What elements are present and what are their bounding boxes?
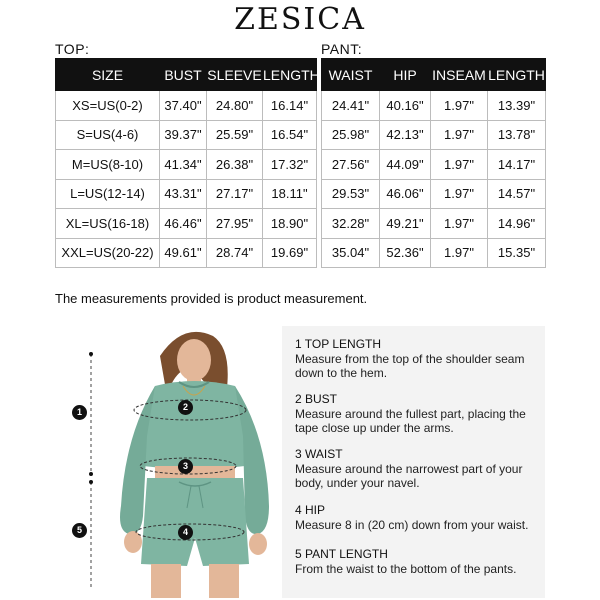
pant-table-cell: 42.13": [380, 120, 431, 150]
top-table-cell: XXL=US(20-22): [56, 238, 160, 268]
guide-item-pant-length: [295, 547, 540, 576]
pant-table-header: [322, 59, 546, 91]
pant-size-table: [321, 58, 546, 268]
top-section-label: TOP:: [55, 41, 90, 57]
top-table-header: [56, 59, 317, 91]
pant-table-cell: 13.39": [488, 91, 546, 121]
pant-table-cell: 14.17": [488, 150, 546, 180]
guide-item-hip: [295, 503, 540, 532]
top-table-cell: 41.34": [160, 150, 207, 180]
top-table-cell: M=US(8-10): [56, 150, 160, 180]
top-table-cell: 24.80": [207, 91, 263, 121]
top-table-row: [56, 179, 317, 209]
measurement-guide-box: [282, 326, 545, 598]
guide-title: 5 PANT LENGTH: [295, 547, 388, 561]
guide-item-top-length: [295, 337, 540, 381]
guide-item-bust: [295, 392, 540, 436]
pant-table-cell: 1.97": [431, 238, 488, 268]
pant-table-cell: 27.56": [322, 150, 380, 180]
top-table-cell: 16.54": [263, 120, 317, 150]
top-table-cell: 49.61": [160, 238, 207, 268]
top-table-cell: XL=US(16-18): [56, 209, 160, 239]
pant-header-cell: INSEAM: [431, 59, 488, 91]
marker-2: 2: [178, 400, 193, 415]
top-header-cell: SLEEVE: [207, 59, 263, 91]
pant-table-row: [322, 179, 546, 209]
pant-table-cell: 24.41": [322, 91, 380, 121]
model-illustration: [55, 326, 280, 598]
pant-table-cell: 46.06": [380, 179, 431, 209]
top-table-cell: S=US(4-6): [56, 120, 160, 150]
marker-4: 4: [178, 525, 193, 540]
top-header-cell: LENGTH: [263, 59, 317, 91]
pant-header-cell: LENGTH: [488, 59, 546, 91]
top-table-cell: 37.40": [160, 91, 207, 121]
pant-table-cell: 40.16": [380, 91, 431, 121]
top-table-row: [56, 120, 317, 150]
guide-title: 1 TOP LENGTH: [295, 337, 382, 351]
pant-table-cell: 29.53": [322, 179, 380, 209]
pant-table-row: [322, 150, 546, 180]
pant-table-cell: 14.57": [488, 179, 546, 209]
pant-table-cell: 44.09": [380, 150, 431, 180]
pant-table-cell: 1.97": [431, 209, 488, 239]
pant-table-cell: 14.96": [488, 209, 546, 239]
pant-table-row: [322, 209, 546, 239]
guide-title: 3 WAIST: [295, 447, 343, 461]
pant-table-cell: 32.28": [322, 209, 380, 239]
top-table-cell: 46.46": [160, 209, 207, 239]
top-size-table: [55, 58, 320, 268]
guide-description: Measure from the top of the shoulder seam down to the hem.: [295, 351, 525, 380]
pant-table-cell: 1.97": [431, 179, 488, 209]
guide-description: Measure around the narrowest part of your body, under your navel.: [295, 461, 523, 490]
top-table-cell: 26.38": [207, 150, 263, 180]
pant-table-cell: 25.98": [322, 120, 380, 150]
pant-table-cell: 52.36": [380, 238, 431, 268]
top-table-cell: 27.17": [207, 179, 263, 209]
pant-table-cell: 35.04": [322, 238, 380, 268]
top-table-cell: L=US(12-14): [56, 179, 160, 209]
pant-header-cell: HIP: [380, 59, 431, 91]
pant-header-cell: WAIST: [322, 59, 380, 91]
top-table-row: [56, 150, 317, 180]
top-table-cell: 16.14": [263, 91, 317, 121]
top-table-cell: 28.74": [207, 238, 263, 268]
pant-table-cell: 49.21": [380, 209, 431, 239]
top-table-cell: 17.32": [263, 150, 317, 180]
guide-title: 2 BUST: [295, 392, 338, 406]
measurement-note: The measurements provided is product measurement.: [55, 291, 368, 306]
marker-1: 1: [72, 405, 87, 420]
top-table-cell: 43.31": [160, 179, 207, 209]
pant-section-label: PANT:: [321, 41, 363, 57]
pant-table-row: [322, 120, 546, 150]
model-figure-icon: [55, 326, 280, 598]
marker-3: 3: [178, 459, 193, 474]
pant-table-row: [322, 91, 546, 121]
pant-table-cell: 13.78": [488, 120, 546, 150]
top-table-row: [56, 91, 317, 121]
top-table-row: [56, 238, 317, 268]
top-table-cell: 19.69": [263, 238, 317, 268]
guide-description: From the waist to the bottom of the pants.: [295, 561, 517, 576]
pant-table-row: [322, 238, 546, 268]
top-table-cell: 25.59": [207, 120, 263, 150]
top-table-cell: 27.95": [207, 209, 263, 239]
brand-logo: ZESICA: [234, 2, 366, 37]
guide-description: Measure around the fullest part, placing the tape close up under the arms.: [295, 406, 526, 435]
guide-title: 4 HIP: [295, 503, 326, 517]
top-table-cell: 39.37": [160, 120, 207, 150]
guide-description: Measure 8 in (20 cm) down from your waist.: [295, 517, 529, 532]
top-table-row: [56, 209, 317, 239]
marker-5: 5: [72, 523, 87, 538]
top-table-cell: 18.90": [263, 209, 317, 239]
pant-table-cell: 15.35": [488, 238, 546, 268]
top-table-cell: 18.11": [263, 179, 317, 209]
pant-table-cell: 1.97": [431, 91, 488, 121]
top-header-cell: BUST: [160, 59, 207, 91]
top-table-cell: XS=US(0-2): [56, 91, 160, 121]
guide-item-waist: [295, 447, 540, 491]
pant-table-cell: 1.97": [431, 150, 488, 180]
top-header-cell: SIZE: [56, 59, 160, 91]
pant-table-cell: 1.97": [431, 120, 488, 150]
